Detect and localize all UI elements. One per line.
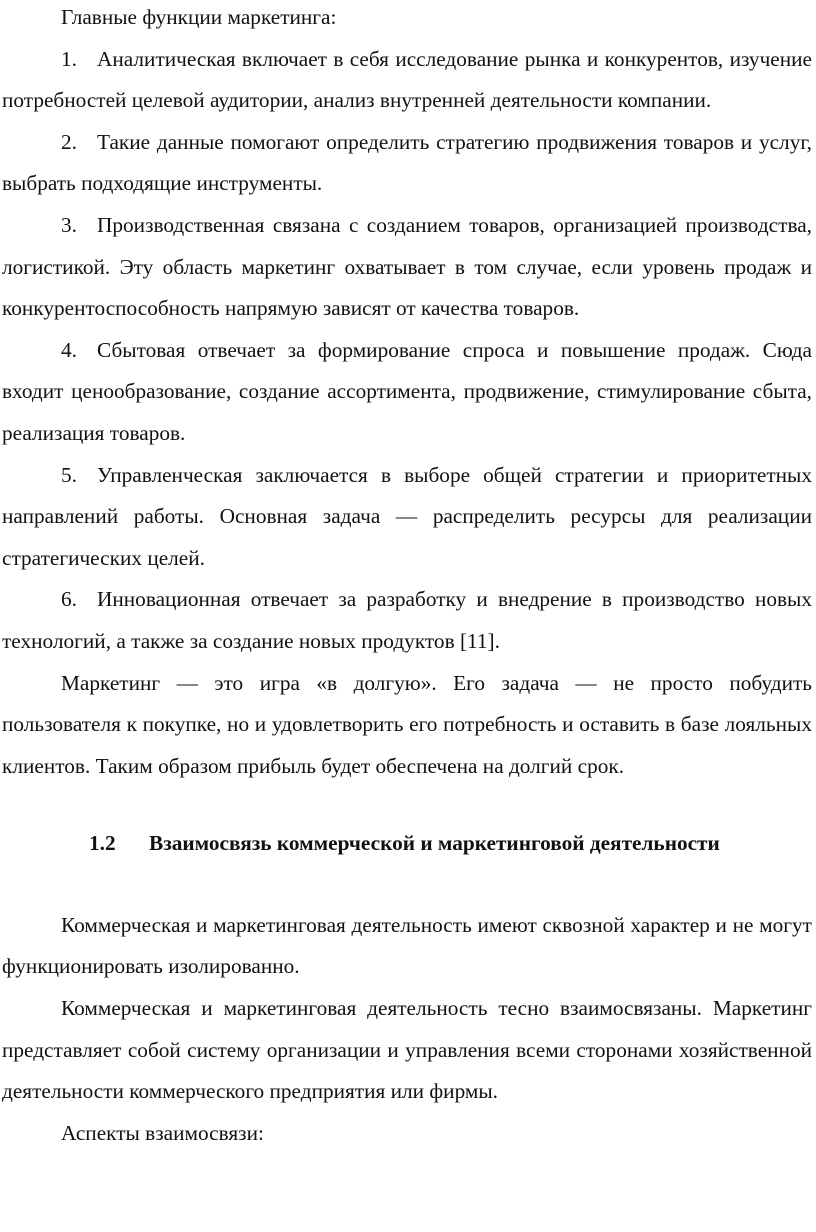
section-number: 1.2 — [89, 831, 116, 856]
list-item-number: 6. — [61, 587, 77, 612]
list-item-text: Такие данные помогают определить стратегию продвижения товаров и услуг, выбрать подходящие инструменты. — [2, 129, 812, 196]
list-item-3 — [2, 205, 812, 330]
list-item-4 — [2, 330, 812, 455]
list-item-text: Аналитическая включает в себя исследование рынка и конкурентов, изучение потребностей целевой аудитории, анализ внутренней деятельности компании. — [2, 46, 812, 113]
list-item-1 — [2, 39, 812, 122]
list-item-number: 3. — [61, 212, 77, 237]
list-item-2 — [2, 122, 812, 205]
body-paragraph-1: Коммерческая и маркетинговая деятельность имеют сквозной характер и не могут функционировать изолированно. — [2, 912, 812, 979]
section-title: Взаимосвязь коммерческой и маркетинговой деятельности — [149, 831, 720, 856]
list-item-number: 5. — [61, 462, 77, 487]
body-paragraph-2: Коммерческая и маркетинговая деятельность тесно взаимосвязаны. Маркетинг представляет собой систему организации и управления всеми сторонами хозяйственной деятельности коммерческого предприятия или фирмы. — [2, 996, 812, 1104]
list-item-text: Инновационная отвечает за разработку и внедрение в производство новых технологий, а также за создание новых продуктов [11]. — [2, 587, 812, 653]
list-item-number: 4. — [61, 337, 77, 362]
section-heading — [2, 823, 812, 865]
body-paragraph-3: Аспекты взаимосвязи: — [61, 1120, 264, 1145]
list-item-text: Сбытовая отвечает за формирование спроса и повышение продаж. Сюда входит ценообразование, создание ассортимента, продвижение, стимулирование сбыта, реализация товаров. — [2, 337, 812, 445]
list-item-number: 2. — [61, 129, 77, 154]
document-page — [2, 0, 812, 1154]
list-item-text: Управленческая заключается в выборе общей стратегии и приоритетных направлений работы. Основная задача — распределить ресурсы для реализации стратегических целей. — [2, 462, 812, 570]
list-item-number: 1. — [61, 46, 77, 71]
conclusion-paragraph: Маркетинг — это игра «в долгую». Его задача — не просто побудить пользователя к покупке, но и удовлетворить его потребность и оставить в базе лояльных клиентов. Таким образом прибыль будет обеспечена на долгий срок. — [2, 670, 812, 778]
intro-text: Главные функции маркетинга: — [61, 5, 337, 29]
list-item-5 — [2, 455, 812, 580]
list-item-text: Производственная связана с созданием товаров, организацией производства, логистикой. Эту область маркетинг охватывает в том случае, если уровень продаж и конкурентоспособность напрямую зависят от качества товаров. — [2, 212, 812, 321]
list-item-6 — [2, 579, 812, 662]
